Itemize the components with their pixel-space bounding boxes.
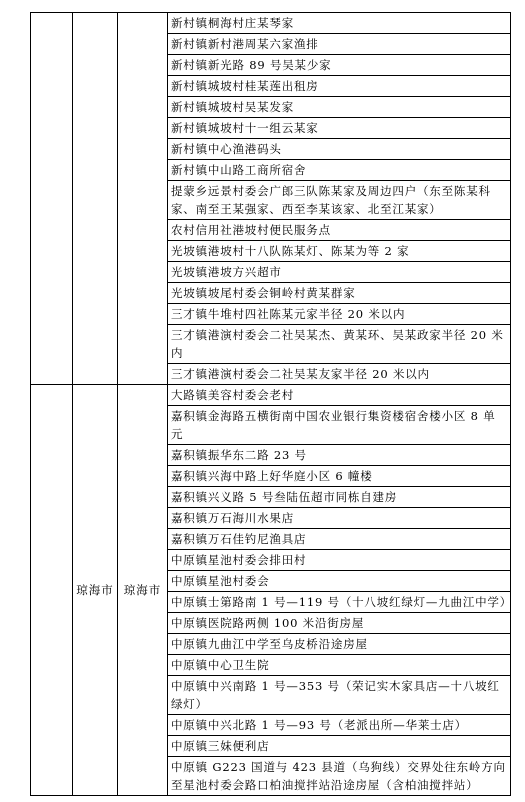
blank-cell <box>31 385 73 796</box>
area-item: 中原镇中兴南路 1 号—353 号（荣记实木家具店—十八坡红绿灯） <box>168 676 511 715</box>
area-item: 新村镇新光路 89 号吴某少家 <box>168 55 511 76</box>
area-item: 中原镇九曲江中学至乌皮桥沿途房屋 <box>168 634 511 655</box>
area-item: 中原镇中兴北路 1 号—93 号（老派出所—华莱士店） <box>168 715 511 736</box>
city-cell: 琼海市 <box>73 385 118 796</box>
area-item: 大路镇美容村委会老村 <box>168 385 511 406</box>
area-item: 嘉积镇兴义路 5 号叁陆伍超市同栋自建房 <box>168 487 511 508</box>
risk-area-table <box>30 12 513 796</box>
area-item: 三才镇牛堆村四社陈某元家半径 20 米以内 <box>168 304 511 325</box>
area-item: 三才镇港演村委会二社吴某友家半径 20 米以内 <box>168 364 511 385</box>
area-item: 嘉积镇万石海川水果店 <box>168 508 511 529</box>
blank-cell <box>118 13 168 385</box>
area-item: 中原镇星池村委会排田村 <box>168 550 511 571</box>
area-item: 中原镇星池村委会 <box>168 571 511 592</box>
area-item: 农村信用社港坡村便民服务点 <box>168 220 511 241</box>
area-item: 中原镇医院路两侧 100 米沿街房屋 <box>168 613 511 634</box>
district-cell: 琼海市 <box>118 385 168 796</box>
area-item: 光坡镇港坡村十八队陈某灯、陈某为等 2 家 <box>168 241 511 262</box>
area-item: 新村镇城坡村十一组云某家 <box>168 118 511 139</box>
table-row <box>31 13 511 34</box>
area-item: 嘉积镇振华东二路 23 号 <box>168 445 511 466</box>
area-item: 嘉积镇兴海中路上好华庭小区 6 幢楼 <box>168 466 511 487</box>
area-item: 新村镇中心渔港码头 <box>168 139 511 160</box>
blank-cell <box>73 13 118 385</box>
area-item: 嘉积镇万石佳钓尼渔具店 <box>168 529 511 550</box>
area-item: 新村镇中山路工商所宿舍 <box>168 160 511 181</box>
area-item: 中原镇士第路南 1 号—119 号（十八坡红绿灯—九曲江中学） <box>168 592 511 613</box>
area-item: 新村镇桐海村庄某琴家 <box>168 13 511 34</box>
area-item: 中原镇中心卫生院 <box>168 655 511 676</box>
blank-cell <box>31 13 73 385</box>
area-item: 光坡镇坡尾村委会铜岭村黄某群家 <box>168 283 511 304</box>
area-item: 三才镇港演村委会二社吴某杰、黄某环、吴某政家半径 20 米内 <box>168 325 511 364</box>
area-item: 新村镇城坡村吴某发家 <box>168 97 511 118</box>
area-item: 提蒙乡远景村委会广郎三队陈某家及周边四户（东至陈某科家、南至王某强家、西至李某该家、北至江某家） <box>168 181 511 220</box>
area-item: 中原镇三妹便利店 <box>168 736 511 757</box>
table <box>30 12 511 796</box>
table-row <box>31 385 511 406</box>
area-item: 新村镇城坡村桂某莲出租房 <box>168 76 511 97</box>
area-item: 光坡镇港坡方兴超市 <box>168 262 511 283</box>
area-item: 中原镇 G223 国道与 423 县道（乌狗线）交界处往东岭方向至星池村委会路口柏油搅拌站沿途房屋（含柏油搅拌站） <box>168 757 511 796</box>
area-item: 嘉积镇金海路五横街南中国农业银行集资楼宿舍楼小区 8 单元 <box>168 406 511 445</box>
area-item: 新村镇新村港周某六家渔排 <box>168 34 511 55</box>
